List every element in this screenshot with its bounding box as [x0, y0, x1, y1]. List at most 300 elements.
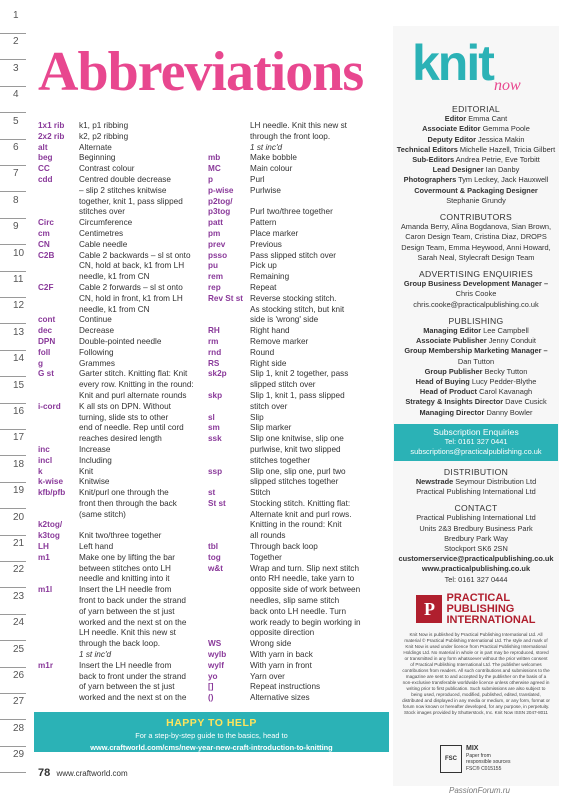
abbreviation-term: k	[38, 466, 43, 476]
abbreviation-term: beg	[38, 153, 53, 163]
abbreviation-row	[208, 229, 368, 240]
ruler-tick	[0, 747, 34, 773]
abbreviation-term	[38, 294, 79, 305]
subscription-heading: Subscription Enquiries	[433, 426, 519, 437]
editorial-entry	[394, 196, 558, 206]
abbreviation-term	[208, 585, 250, 596]
abbreviation-term	[38, 434, 79, 445]
abbreviation-row	[38, 553, 206, 564]
abbreviation-meaning: Main colour	[250, 164, 293, 174]
abbreviation-term	[38, 682, 79, 693]
abbreviation-term	[208, 445, 250, 456]
abbreviation-term: RH	[208, 326, 220, 336]
logo-knit: knit	[412, 35, 493, 91]
abbreviation-meaning: Increase	[79, 444, 111, 454]
abbreviation-meaning: k1, p1 ribbing	[79, 121, 129, 130]
abbreviation-row	[38, 218, 206, 229]
publishing-entry	[394, 346, 558, 356]
advertising-list	[394, 279, 558, 310]
abbreviation-row	[38, 153, 206, 164]
abbreviation-meaning: needle and knitting into it	[79, 574, 170, 584]
abbreviation-meaning: Yarn over	[250, 671, 285, 681]
person-name: Danny Bowler	[486, 407, 533, 417]
person-name: Jenny Conduit	[488, 336, 536, 346]
abbreviation-meaning: through the front loop.	[250, 131, 331, 141]
contact-line: Stockport SK6 2SN	[444, 543, 508, 553]
abbreviation-term: CC	[38, 164, 50, 174]
abbreviation-term	[208, 121, 250, 132]
abbreviation-row	[38, 574, 206, 585]
abbreviation-term	[38, 628, 79, 639]
abbreviation-row	[208, 283, 368, 294]
abbreviation-term: yo	[208, 671, 218, 681]
abbreviation-meaning: Remove marker	[250, 336, 309, 346]
abbreviation-meaning: Place marker	[250, 228, 299, 238]
contributors-heading: CONTRIBUTORS	[439, 212, 513, 223]
abbreviation-meaning: Remaining	[250, 272, 290, 282]
abbreviation-term: k3tog	[38, 531, 60, 541]
abbreviation-term	[208, 380, 250, 391]
abbreviation-term	[38, 564, 79, 575]
abbreviation-meaning: front then through the back	[79, 498, 177, 508]
abbreviation-meaning: LH needle. Knit this new st	[250, 121, 347, 130]
legal-notice: Knit Now is published by Practical Publishing International Ltd. All material © Practical Publishing International Ltd. The style and mark of Knit Now is used under licence from Practical Publishing International Holdings Ltd. No material in whole or in part may be reproduced, stored or transmitted in any form whatsoever without the prior written consent of Practical Publishing International Ltd. The publisher welcomes contributions from readers. All such contributions and submissions to the magazine are sent to and accepted by the publisher on the basis of a non-exclusive transferable worldwide licence unless otherwise agreed in writing prior to first publication. Such submissions are also subject to being used, reproduced, modified, published, edited, translated, distributed and displayed in any media or medium, or any form, format or forum now known or hereafter developed, for any purpose, in perpetuity. Stock images provided by Shutterstock, Inc. Knit Now ISSN 2047-8011	[402, 631, 550, 715]
abbreviation-meaning: front to back under the strand	[79, 596, 186, 606]
ruler-number: 3	[13, 62, 19, 74]
abbreviation-row	[38, 348, 206, 359]
abbreviation-meaning: Knitwise	[79, 477, 110, 487]
editorial-entry	[394, 124, 558, 134]
role-title: Strategy & Insights Director	[405, 397, 504, 407]
ruler-tick	[0, 378, 34, 404]
abbreviation-term: p	[208, 174, 214, 184]
abbreviation-row	[38, 661, 206, 672]
abbreviation-term	[208, 402, 250, 413]
abbreviation-row	[208, 348, 368, 359]
abbreviation-row	[208, 520, 368, 531]
abbreviation-meaning: Cable 2 backwards – sl st onto	[79, 250, 191, 260]
ruler-number: 11	[13, 274, 24, 285]
abbreviation-meaning: Knitting in the round: Knit	[250, 520, 342, 530]
abbreviation-meaning	[79, 520, 206, 531]
ruler-number: 7	[13, 168, 19, 180]
ruler-tick	[0, 668, 34, 694]
abbreviation-meaning: 1 st inc'd	[79, 650, 112, 660]
banner-heading: HAPPY TO HELP	[166, 717, 257, 729]
abbreviation-row	[38, 391, 206, 402]
abbreviation-term: cont	[38, 315, 56, 325]
abbreviation-term	[208, 596, 250, 607]
contributors-line: Caron Design Team, Cristina Diaz, DROPS	[405, 232, 547, 242]
ruler-number: 18	[13, 458, 25, 470]
abbreviation-row	[208, 294, 368, 305]
person-name: Dave Cusick	[505, 397, 547, 407]
abbreviation-meaning: Grammes	[79, 358, 115, 368]
abbreviation-row	[38, 283, 206, 294]
abbreviation-term	[38, 607, 79, 618]
abbreviation-meaning: Round	[250, 347, 275, 357]
publisher-mark-icon: P	[416, 595, 442, 623]
abbreviation-meaning: Cable 2 forwards – sl st onto	[79, 282, 183, 292]
abbreviation-term	[208, 520, 250, 531]
role-title: Group Membership Marketing Manager –	[404, 346, 548, 356]
contact-heading: CONTACT	[454, 503, 498, 514]
abbreviation-term	[38, 574, 79, 585]
abbreviation-term: ssk	[208, 434, 222, 444]
abbreviation-meaning: opposite direction	[250, 628, 315, 638]
abbreviation-meaning: Wrong side	[250, 639, 292, 649]
distribution-entry	[394, 477, 558, 487]
abbreviation-term	[208, 574, 250, 585]
ruler-tick	[0, 219, 34, 245]
abbreviation-row	[38, 240, 206, 251]
abbreviation-row	[38, 175, 206, 186]
abbreviation-term	[38, 197, 79, 208]
ruler-number: 20	[13, 511, 25, 523]
abbreviation-row	[38, 488, 206, 499]
abbreviation-meaning: Left hand	[79, 542, 114, 552]
ruler-number: 28	[13, 722, 25, 734]
abbreviation-row	[208, 510, 368, 521]
abbreviation-row	[208, 164, 368, 175]
abbreviation-term: incl	[38, 455, 53, 465]
ruler-tick	[0, 61, 34, 87]
abbreviation-row	[208, 618, 368, 629]
ruler-tick	[0, 404, 34, 430]
publishing-entry	[394, 408, 558, 418]
abbreviation-term	[208, 315, 250, 326]
ruler-number: 27	[13, 696, 25, 708]
person-name: Chris Cooke	[455, 289, 497, 299]
abbreviation-term	[38, 693, 79, 704]
ruler-number: 8	[13, 194, 19, 206]
abbreviation-term: Circ	[38, 218, 54, 228]
abbreviation-term: cm	[38, 228, 50, 238]
abbreviation-row	[208, 628, 368, 639]
ruler-tick	[0, 721, 34, 747]
abbreviation-row	[38, 132, 206, 143]
abbreviation-term: ()	[208, 693, 214, 703]
knit-now-logo	[410, 34, 530, 94]
ruler-number: 25	[13, 643, 25, 655]
abbreviation-term: cdd	[38, 174, 53, 184]
abbreviation-term	[38, 380, 79, 391]
abbreviation-row	[208, 175, 368, 186]
abbreviation-meaning: Purl	[250, 174, 265, 184]
abbreviation-meaning: Including	[79, 455, 112, 465]
abbreviation-row	[38, 229, 206, 240]
abbreviation-meaning: opposite side of work between	[250, 585, 361, 595]
abbreviation-meaning: Continue	[79, 315, 112, 325]
abbreviation-row	[38, 531, 206, 542]
abbreviation-row	[208, 326, 368, 337]
abbreviation-term: m1l	[38, 585, 53, 595]
person-name: Jessica Makin	[478, 134, 525, 144]
ruler-number: 10	[13, 247, 25, 259]
abbreviation-meaning: Slip 1, knit 1, pass slipped	[250, 390, 345, 400]
abbreviation-row	[38, 542, 206, 553]
masthead-credits	[394, 98, 558, 716]
abbreviation-term	[208, 305, 250, 316]
abbreviation-term: dec	[38, 326, 53, 336]
editorial-entry	[394, 135, 558, 145]
advertising-heading: ADVERTISING ENQUIRIES	[418, 269, 534, 280]
ruler-number: 17	[13, 432, 25, 444]
person-name: Stephanie Grundy	[446, 195, 506, 205]
abbreviation-meaning: Knit and purl alternate rounds	[79, 390, 187, 400]
editorial-list	[394, 114, 558, 206]
role-title: Deputy Editor	[427, 134, 476, 144]
ruler-tick	[0, 430, 34, 456]
abbreviation-row	[38, 434, 206, 445]
abbreviation-meaning: CN, hold at back, k1 from LH	[79, 261, 185, 271]
editorial-entry	[394, 186, 558, 196]
abbreviation-row	[38, 628, 206, 639]
abbreviation-meaning: stitches over	[79, 207, 125, 217]
abbreviation-term	[208, 607, 250, 618]
abbreviation-term: w&t	[208, 563, 224, 573]
abbreviation-row	[208, 153, 368, 164]
banner-link[interactable]: www.craftworld.com/cms/new-year-new-craft-introduction-to-knitting	[90, 742, 333, 752]
abbreviation-term	[38, 207, 79, 218]
abbreviation-term: CN	[38, 239, 50, 249]
abbreviation-term	[38, 272, 79, 283]
abbreviation-meaning: Garter stitch. Knitting flat: Knit	[79, 369, 188, 379]
abbreviation-meaning: k2, p2 ribbing	[79, 131, 129, 141]
ruler-tick	[0, 34, 34, 60]
abbreviation-row	[208, 564, 368, 575]
abbreviation-row	[38, 207, 206, 218]
abbreviation-row	[208, 391, 368, 402]
fsc-tree-icon: FSC	[440, 745, 462, 773]
abbreviation-meaning: Centred double decrease	[79, 174, 171, 184]
contributors-list	[394, 222, 558, 263]
abbreviation-row	[38, 402, 206, 413]
ruler-tick	[0, 694, 34, 720]
abbreviation-meaning: Knit/purl one through the	[79, 488, 169, 498]
abbreviation-row	[208, 639, 368, 650]
role-title: Lead Designer	[432, 165, 484, 175]
abbreviation-row	[208, 499, 368, 510]
abbreviation-row	[38, 639, 206, 650]
abbreviation-row	[208, 121, 368, 132]
abbreviation-meaning: Repeat instructions	[250, 682, 321, 692]
abbreviation-row	[38, 164, 206, 175]
contact-address	[394, 513, 558, 554]
abbreviation-row	[208, 585, 368, 596]
person-name: Ian Danby	[485, 165, 520, 175]
abbreviation-row	[208, 693, 368, 704]
abbreviation-row	[38, 261, 206, 272]
role-title: Editor	[444, 114, 467, 124]
ruler-number: 22	[13, 564, 25, 576]
abbreviation-row	[38, 510, 206, 521]
abbreviation-term	[208, 618, 250, 629]
abbreviation-meaning: Slip	[250, 412, 264, 422]
abbreviation-row	[208, 240, 368, 251]
abbreviation-row	[38, 477, 206, 488]
abbreviation-term	[38, 261, 79, 272]
abbreviation-term: inc	[38, 444, 50, 454]
abbreviation-row	[38, 596, 206, 607]
abbreviation-meaning: stitch over	[250, 401, 288, 411]
abbreviation-term	[38, 305, 79, 316]
page-ruler	[0, 0, 34, 800]
abbreviation-row	[208, 315, 368, 326]
abbreviation-meaning: through the back loop.	[79, 639, 161, 649]
footer-website[interactable]: www.craftworld.com	[56, 769, 128, 778]
abbreviation-term	[208, 510, 250, 521]
ruler-tick	[0, 615, 34, 641]
abbreviation-row	[38, 456, 206, 467]
abbreviation-row	[208, 607, 368, 618]
abbreviation-term: psso	[208, 250, 228, 260]
abbreviation-row	[38, 380, 206, 391]
logo-now: now	[494, 77, 521, 94]
ruler-number: 5	[13, 115, 19, 127]
abbreviation-term: i-cord	[38, 401, 61, 411]
abbreviation-meaning: With yarn in front	[250, 660, 312, 670]
abbreviation-meaning: Alternate	[79, 142, 112, 152]
ruler-number: 26	[13, 670, 25, 681]
abbreviation-row	[208, 413, 368, 424]
abbreviation-term: prev	[208, 239, 226, 249]
abbreviation-meaning: back onto LH needle. Turn	[250, 606, 347, 616]
abbreviation-row	[208, 369, 368, 380]
contact-email[interactable]: customerservice@practicalpublishing.co.uk	[398, 554, 554, 564]
abbreviation-meaning: worked and the next st on the	[79, 693, 187, 703]
publishing-heading: PUBLISHING	[448, 315, 504, 326]
fsc-code: FSC® C015155	[466, 765, 502, 772]
abbreviation-row	[208, 434, 368, 445]
ruler-tick	[0, 246, 34, 272]
abbreviation-row	[38, 305, 206, 316]
abbreviation-term: ssp	[208, 466, 223, 476]
person-name: Lucy Pedder-Blythe	[471, 377, 537, 387]
ruler-number: 23	[13, 590, 25, 602]
abbreviation-row	[208, 423, 368, 434]
abbreviation-meaning: Beginning	[79, 153, 116, 163]
distribution-heading: DISTRIBUTION	[443, 466, 509, 477]
abbreviation-term: g	[38, 358, 44, 368]
abbreviation-meaning: Knit two/three together	[79, 531, 162, 541]
abbreviation-meaning: end of needle. Rep until cord	[79, 423, 184, 433]
abbreviation-term	[38, 650, 79, 661]
abbreviation-term: p2tog/	[208, 196, 233, 206]
person-name: Michelle Hazell, Tricia Gilbert	[459, 144, 556, 154]
publishing-entry	[394, 357, 558, 367]
abbreviation-term: p-wise	[208, 185, 234, 195]
abbreviation-row	[38, 445, 206, 456]
ruler-number: 15	[13, 379, 25, 391]
abbreviation-meaning: together, knit 1, pass slipped	[79, 196, 183, 206]
abbreviation-row	[208, 207, 368, 218]
abbreviation-row	[208, 488, 368, 499]
contributors-line: Amanda Berry, Alina Bogdanova, Sian Brown,	[400, 222, 552, 232]
page-number: 78	[38, 767, 51, 779]
ruler-tick	[0, 272, 34, 298]
abbreviations-column-1	[38, 121, 206, 704]
abbreviation-term: 2x2 rib	[38, 131, 65, 141]
abbreviation-term	[38, 413, 79, 424]
abbreviation-meaning: Pass slipped stitch over	[250, 250, 337, 260]
abbreviation-meaning: Insert the LH needle from	[79, 585, 172, 595]
abbreviation-term: kfb/pfb	[38, 488, 66, 498]
abbreviation-meaning: Make one by lifting the bar	[79, 552, 176, 562]
contact-website[interactable]: www.practicalpublishing.co.uk	[421, 564, 531, 574]
abbreviation-row	[208, 467, 368, 478]
abbreviation-meaning: LH needle. Knit this new st	[79, 628, 176, 638]
abbreviation-term: wylb	[208, 650, 227, 660]
person-name: Practical Publishing International Ltd	[416, 486, 536, 496]
fsc-line-1: Paper from	[466, 752, 491, 759]
abbreviation-meaning: Slip 1, knit 2 together, pass	[250, 369, 349, 379]
ruler-number: 19	[13, 485, 25, 497]
abbreviation-term: RS	[208, 358, 220, 368]
abbreviation-meaning: Stitch	[250, 488, 271, 498]
abbreviation-meaning: purlwise, knit two slipped	[250, 444, 341, 454]
abbreviation-row	[38, 186, 206, 197]
ruler-number: 1	[13, 10, 19, 21]
abbreviation-term	[38, 510, 79, 521]
abbreviation-meaning: Purl two/three together	[250, 207, 333, 217]
abbreviation-row	[208, 477, 368, 488]
editorial-entry	[394, 155, 558, 165]
abbreviation-term	[38, 186, 79, 197]
abbreviation-row	[208, 143, 368, 154]
abbreviation-term: 1x1 rib	[38, 121, 65, 130]
person-name: Dan Tutton	[457, 356, 495, 366]
subscription-tel: Tel: 0161 327 0441	[444, 437, 508, 447]
role-title: Group Business Development Manager –	[403, 279, 549, 289]
abbreviation-term: tbl	[208, 542, 219, 552]
abbreviation-meaning: Reverse stocking stitch.	[250, 293, 337, 303]
ruler-tick	[0, 536, 34, 562]
subscription-email[interactable]: subscriptions@practicalpublishing.co.uk	[410, 447, 542, 457]
abbreviation-meaning: Insert the LH needle from	[79, 660, 172, 670]
abbreviation-row	[208, 456, 368, 467]
ruler-tick	[0, 483, 34, 509]
abbreviation-term: patt	[208, 218, 224, 228]
person-name: Tym Leckey, Jack Hauxwell	[458, 175, 549, 185]
abbreviation-row	[38, 564, 206, 575]
abbreviation-term: k-wise	[38, 477, 64, 487]
distribution-entry	[394, 487, 558, 497]
abbreviation-row	[38, 272, 206, 283]
abbreviation-meaning: slipped stitches together	[250, 477, 339, 487]
abbreviation-term: wylf	[208, 660, 224, 670]
abbreviation-meaning: back to front under the strand	[79, 671, 186, 681]
abbreviation-meaning: Purlwise	[250, 185, 281, 195]
abbreviation-term: rep	[208, 282, 221, 292]
abbreviation-term: LH	[38, 542, 49, 552]
abbreviation-meaning: 1 st inc'd	[250, 142, 283, 152]
abbreviation-term: rm	[208, 336, 219, 346]
advertising-entry	[394, 279, 558, 289]
abbreviation-meaning: Right hand	[250, 326, 290, 336]
abbreviation-meaning: Decrease	[79, 326, 115, 336]
abbreviation-meaning: Through back loop	[250, 542, 318, 552]
ruler-tick	[0, 140, 34, 166]
abbreviation-row	[38, 413, 206, 424]
editorial-entry	[394, 175, 558, 185]
abbreviation-term: DPN	[38, 336, 56, 346]
abbreviation-meaning: Pick up	[250, 261, 277, 271]
page-footer	[38, 767, 128, 779]
publishing-entry	[394, 367, 558, 377]
person-name: Becky Tutton	[484, 366, 528, 376]
abbreviation-term	[208, 143, 250, 154]
